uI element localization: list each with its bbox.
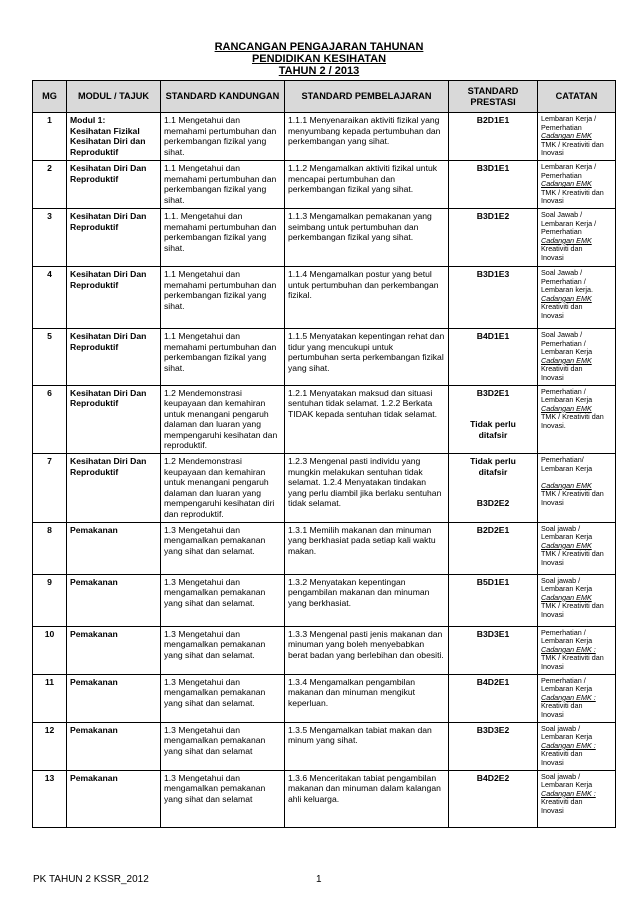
catatan-line: Lembaran Kerja / [541, 218, 597, 228]
modul-line: Pemakanan [70, 724, 118, 735]
prestasi-line [452, 488, 534, 499]
standard-prestasi [449, 722, 538, 770]
prestasi-line: B4D2E2 [476, 772, 510, 783]
catatan-line: Lembaran Kerja [541, 684, 593, 694]
catatan-line: Pemerhatian [541, 227, 582, 237]
modul-cell [67, 770, 161, 827]
catatan-line: Lembaran Kerja [541, 584, 593, 594]
doc-subtitle: PENDIDIKAN KESIHATAN [251, 53, 387, 65]
standard-prestasi [449, 674, 538, 722]
week-number: 5 [33, 328, 67, 385]
modul-cell [67, 160, 161, 208]
doc-year: TAHUN 2 / 2013 [278, 65, 360, 77]
catatan-line: Kreativiti dan [541, 244, 583, 254]
catatan-line: Soal jawab / [541, 771, 581, 781]
catatan-line: Cadangan EMK : [541, 692, 596, 702]
catatan-line: Lembaran Kerja [541, 780, 593, 790]
catatan-line: Cadangan EMK [541, 480, 592, 490]
standard-kandungan: 1.1 Mengetahui dan memahami pertumbuhan dan perkembangan fizikal yang sihat. [161, 328, 285, 385]
catatan-line: Kreativiti dan [541, 364, 583, 374]
catatan-line: Inovasi. [541, 420, 566, 430]
header-standard-pembelajaran: STANDARD PEMBELAJARAN [285, 81, 449, 113]
catatan-cell [538, 113, 616, 161]
standard-pembelajaran: 1.2.3 Mengenal pasti individu yang mungkin melakukan sentuhan tidak selamat. 1.2.4 Menyatakan tindakan yang perlu diambil jika berlaku sentuhan tidak selamat. [285, 454, 449, 523]
catatan-line: Lembaran Kerja [541, 732, 593, 742]
catatan-line: Pemerhatian [541, 122, 582, 132]
catatan-line: Pemerhatian / [541, 338, 586, 348]
modul-line: Pemakanan [70, 772, 118, 783]
modul-cell [67, 328, 161, 385]
catatan-cell [538, 160, 616, 208]
modul-line: Reproduktif [70, 341, 119, 352]
prestasi-line: B4D1E1 [476, 330, 510, 341]
standard-pembelajaran: 1.1.4 Mengamalkan postur yang betul untuk pertumbuhan dan perkembangan fizikal. [285, 266, 449, 328]
prestasi-line: B3D2E1 [476, 387, 510, 398]
standard-pembelajaran: 1.3.1 Memilih makanan dan minuman yang berkhasiat pada setiap kali waktu makan. [285, 522, 449, 574]
catatan-line: Kreativiti dan [541, 302, 583, 312]
catatan-line: Cadangan EMK : [541, 740, 596, 750]
prestasi-line [452, 398, 534, 409]
catatan-line: Inovasi [541, 710, 564, 719]
standard-prestasi [449, 208, 538, 266]
modul-cell [67, 454, 161, 523]
prestasi-line: B3D2E2 [476, 498, 510, 509]
header-catatan: CATATAN [538, 81, 616, 113]
week-number: 9 [33, 574, 67, 626]
prestasi-line: B2D1E1 [476, 115, 510, 125]
standard-prestasi [449, 522, 538, 574]
standard-pembelajaran: 1.1.2 Mengamalkan aktiviti fizikal untuk mencapai pertumbuhan dan perkembangan fizikal yang sihat. [285, 160, 449, 208]
prestasi-line: B3D3E1 [476, 628, 510, 639]
catatan-line: Inovasi [541, 498, 564, 508]
standard-pembelajaran: 1.3.6 Menceritakan tabiat pengambilan makanan dan minuman dalam kalangan ahli keluarga. [285, 770, 449, 827]
rpt-table [32, 80, 616, 828]
week-number: 2 [33, 160, 67, 208]
modul-line: Reproduktif [70, 146, 119, 157]
standard-pembelajaran: 1.3.2 Menyatakan kepentingan pengambilan makanan dan minuman yang berkhasiat. [285, 574, 449, 626]
prestasi-line: B3D3E2 [476, 724, 510, 735]
catatan-line: TMK / Kreativiti dan [541, 601, 604, 611]
doc-title: RANCANGAN PENGAJARAN TAHUNAN [214, 41, 424, 53]
prestasi-line: Tidak perlu [470, 456, 516, 467]
prestasi-line: ditafsir [478, 466, 508, 477]
catatan-line: Inovasi [541, 662, 564, 671]
catatan-line: Pemerhatian/ [541, 455, 584, 465]
catatan-line: Pemerhatian / [541, 276, 586, 286]
modul-line: Kesihatan Fizikal [70, 125, 140, 136]
standard-kandungan: 1.3 Mengetahui dan mengamalkan pemakanan yang sihat dan selamat. [161, 574, 285, 626]
modul-cell [67, 722, 161, 770]
catatan-line: Cadangan EMK [541, 403, 592, 413]
page-number: 1 [316, 874, 322, 885]
catatan-line: Inovasi [541, 252, 564, 262]
catatan-line: TMK / Kreativiti dan [541, 653, 604, 663]
catatan-line: Soal Jawab / [541, 209, 583, 219]
catatan-line: Lembaran Kerja [541, 532, 593, 542]
catatan-line: Cadangan EMK [541, 179, 592, 189]
week-number: 4 [33, 266, 67, 328]
table-row [33, 454, 616, 523]
catatan-line: Inovasi [541, 610, 564, 619]
catatan-cell [538, 722, 616, 770]
catatan-line: Cadangan EMK [541, 293, 592, 303]
week-number: 8 [33, 522, 67, 574]
catatan-line: Kreativiti dan [541, 797, 583, 807]
catatan-line: Cadangan EMK [541, 355, 592, 365]
catatan-line: TMK / Kreativiti dan [541, 489, 604, 499]
standard-kandungan: 1.3 Mengetahui dan mengamalkan pemakanan yang sihat dan selamat [161, 722, 285, 770]
catatan-line: TMK / Kreativiti dan [541, 412, 604, 422]
modul-line: Reproduktif [70, 279, 119, 290]
standard-pembelajaran: 1.1.3 Mengamalkan pemakanan yang seimbang untuk pertumbuhan dan perkembangan fizikal yang sihat. [285, 208, 449, 266]
catatan-line: Lembaran kerja. [541, 285, 593, 295]
week-number: 13 [33, 770, 67, 827]
week-number: 10 [33, 626, 67, 674]
prestasi-line: B3D1E2 [476, 210, 510, 221]
header-standard-prestasi: STANDARD PRESTASI [449, 81, 538, 113]
modul-cell [67, 208, 161, 266]
modul-cell [67, 385, 161, 454]
table-row [33, 522, 616, 574]
table-row [33, 160, 616, 208]
modul-line: Kesihatan Diri Dan [70, 330, 147, 341]
catatan-line: Inovasi [541, 148, 564, 158]
standard-pembelajaran: 1.3.5 Mengamalkan tabiat makan dan minum yang sihat. [285, 722, 449, 770]
standard-prestasi [449, 160, 538, 208]
modul-line: Kesihatan Diri Dan [70, 210, 147, 221]
prestasi-line: B2D2E1 [476, 524, 510, 535]
header-modul: MODUL / TAJUK [67, 81, 161, 113]
standard-kandungan: 1.1 Mengetahui dan memahami pertumbuhan dan perkembangan fizikal yang sihat. [161, 113, 285, 161]
modul-line: Modul 1: [70, 115, 106, 125]
modul-line: Pemakanan [70, 524, 118, 535]
catatan-line: TMK / Kreativiti dan [541, 549, 604, 559]
modul-cell [67, 266, 161, 328]
standard-prestasi [449, 770, 538, 827]
standard-kandungan: 1.1 Mengetahui dan memahami pertumbuhan dan perkembangan fizikal yang sihat. [161, 160, 285, 208]
modul-line: Reproduktif [70, 173, 119, 184]
header-mg: MG [33, 81, 67, 113]
standard-prestasi [449, 113, 538, 161]
catatan-cell [538, 266, 616, 328]
week-number: 11 [33, 674, 67, 722]
standard-kandungan: 1.1 Mengetahui dan memahami pertumbuhan dan perkembangan fizikal yang sihat. [161, 266, 285, 328]
standard-prestasi [449, 385, 538, 454]
standard-kandungan: 1.3 Mengetahui dan mengamalkan pemakanan yang sihat dan selamat. [161, 626, 285, 674]
standard-pembelajaran: 1.1.1 Menyenaraikan aktiviti fizikal yang menyumbang kepada pertumbuhan dan perkembangan yang sihat. [285, 113, 449, 161]
footer-left: PK TAHUN 2 KSSR_2012 [33, 874, 149, 885]
catatan-line: Lembaran Kerja [541, 347, 593, 357]
header-row [33, 81, 616, 113]
modul-line: Pemakanan [70, 676, 118, 687]
prestasi-line: B4D2E1 [476, 676, 510, 687]
catatan-line: Soal jawab / [541, 575, 581, 585]
week-number: 6 [33, 385, 67, 454]
catatan-cell [538, 522, 616, 574]
catatan-line: Cadangan EMK [541, 131, 592, 141]
standard-pembelajaran: 1.1.5 Menyatakan kepentingan rehat dan tidur yang mencukupi untuk pertumbuhan serta perkembangan fizikal yang sihat. [285, 328, 449, 385]
catatan-line: Pemerhatian / [541, 675, 586, 685]
catatan-line: Pemerhatian / [541, 386, 586, 396]
table-row [33, 674, 616, 722]
catatan-line: Lembaran Kerja [541, 395, 593, 405]
catatan-line: Inovasi [541, 757, 564, 767]
catatan-line: Cadangan EMK : [541, 788, 596, 798]
prestasi-line: B3D1E3 [476, 268, 510, 279]
standard-prestasi [449, 574, 538, 626]
catatan-line: Cadangan EMK [541, 592, 592, 602]
table-row [33, 574, 616, 626]
catatan-cell [538, 674, 616, 722]
week-number: 12 [33, 722, 67, 770]
standard-pembelajaran: 1.3.3 Mengenal pasti jenis makanan dan minuman yang boleh menyebabkan berat badan yang berlebihan dan obesiti. [285, 626, 449, 674]
catatan-line: Inovasi [541, 558, 564, 567]
prestasi-line [452, 409, 534, 420]
catatan-line: TMK / Kreativiti dan [541, 139, 604, 149]
standard-pembelajaran: 1.2.1 Menyatakan maksud dan situasi sentuhan tidak selamat. 1.2.2 Berkata TIDAK kepada sentuhan tidak selamat. [285, 385, 449, 454]
catatan-line: Cadangan EMK : [541, 644, 596, 654]
table-row [33, 266, 616, 328]
standard-prestasi [449, 626, 538, 674]
standard-prestasi [449, 454, 538, 523]
catatan-line: Soal jawab / [541, 523, 581, 533]
prestasi-line: ditafsir [478, 429, 508, 440]
catatan-line: Lembaran Kerja / [541, 114, 597, 123]
standard-pembelajaran: 1.3.4 Mengamalkan pengambilan makanan dan minuman mengikut keperluan. [285, 674, 449, 722]
standard-kandungan: 1.2 Mendemonstrasi keupayaan dan kemahiran untuk menangani pengaruh dalaman dan luaran yang mempengaruhi kesihatan diri dan reproduktif. [161, 454, 285, 523]
week-number: 1 [33, 113, 67, 161]
modul-cell [67, 113, 161, 161]
catatan-line: Soal jawab / [541, 723, 581, 733]
catatan-cell [538, 208, 616, 266]
modul-line: Kesihatan Diri Dan [70, 387, 147, 398]
modul-line: Kesihatan Diri Dan [70, 456, 147, 467]
modul-cell [67, 626, 161, 674]
catatan-cell [538, 385, 616, 454]
catatan-line: Lembaran Kerja / [541, 161, 597, 171]
header-standard-kandungan: STANDARD KANDUNGAN [161, 81, 285, 113]
catatan-cell [538, 626, 616, 674]
modul-line: Reproduktif [70, 398, 119, 409]
table-row [33, 208, 616, 266]
standard-kandungan: 1.3 Mengetahui dan mengamalkan pemakanan yang sihat dan selamat [161, 770, 285, 827]
modul-line: Kesihatan Diri dan [70, 136, 146, 147]
modul-cell [67, 574, 161, 626]
standard-kandungan: 1.1. Mengetahui dan memahami pertumbuhan dan perkembangan fizikal yang sihat. [161, 208, 285, 266]
prestasi-line: B5D1E1 [476, 576, 510, 587]
catatan-line: Soal Jawab / [541, 267, 583, 277]
table-row [33, 328, 616, 385]
catatan-line: Soal Jawab / [541, 329, 583, 339]
catatan-cell [538, 454, 616, 523]
catatan-line: Kreativiti dan [541, 701, 583, 711]
standard-prestasi [449, 328, 538, 385]
catatan-line: Kreativiti dan [541, 749, 583, 759]
standard-kandungan: 1.3 Mengetahui dan mengamalkan pemakanan yang sihat dan selamat. [161, 674, 285, 722]
modul-cell [67, 522, 161, 574]
catatan-cell [538, 574, 616, 626]
table-row [33, 722, 616, 770]
modul-line: Pemakanan [70, 576, 118, 587]
standard-kandungan: 1.3 Mengetahui dan mengamalkan pemakanan yang sihat dan selamat. [161, 522, 285, 574]
prestasi-line [452, 477, 534, 488]
catatan-line: Cadangan EMK [541, 540, 592, 550]
modul-line: Reproduktif [70, 221, 119, 232]
modul-line: Kesihatan Diri Dan [70, 268, 147, 279]
catatan-line: Inovasi [541, 805, 564, 815]
modul-line: Reproduktif [70, 466, 119, 477]
week-number: 3 [33, 208, 67, 266]
catatan-line: Pemerhatian / [541, 627, 586, 637]
standard-kandungan: 1.2 Mendemonstrasi keupayaan dan kemahiran untuk menangani pengaruh dalaman dan luaran yang mempengaruhi kesihatan dan reproduktif. [161, 385, 285, 454]
modul-cell [67, 674, 161, 722]
prestasi-line: Tidak perlu [470, 419, 516, 430]
catatan-line: Pemerhatian [541, 170, 582, 180]
catatan-line: Inovasi [541, 372, 564, 382]
catatan-line: Inovasi [541, 196, 564, 206]
table-row [33, 770, 616, 827]
table-row [33, 385, 616, 454]
table-row [33, 626, 616, 674]
catatan-line: TMK / Kreativiti dan [541, 187, 604, 197]
standard-prestasi [449, 266, 538, 328]
week-number: 7 [33, 454, 67, 523]
modul-line: Pemakanan [70, 628, 118, 639]
catatan-line: Cadangan EMK [541, 235, 592, 245]
catatan-cell [538, 328, 616, 385]
catatan-line: Lembaran Kerja [541, 636, 593, 646]
catatan-line: Inovasi [541, 310, 564, 320]
modul-line: Kesihatan Diri Dan [70, 162, 147, 173]
catatan-cell [538, 770, 616, 827]
table-row [33, 113, 616, 161]
catatan-line: Lembaran Kerja [541, 463, 593, 473]
prestasi-line: B3D1E1 [476, 162, 510, 173]
